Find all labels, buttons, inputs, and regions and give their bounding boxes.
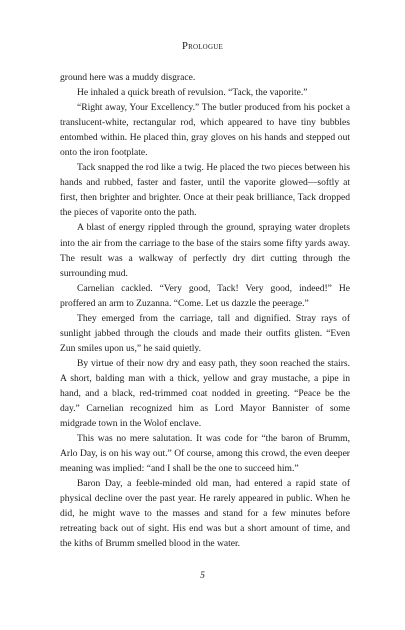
paragraph: ground here was a muddy disgrace.: [60, 72, 196, 83]
paragraph: He inhaled a quick breath of revulsion. “Tack, the vaporite.”: [77, 87, 308, 99]
paragraph: Carnelian cackled. “Very good, Tack! Very good, indeed!” He proffered an arm to Zuzanna. “Come. Let us dazzle the peerage.”: [60, 282, 350, 309]
paragraph: By virtue of their now dry and easy path, they soon reached the stairs. A short, balding man with a thick, yellow and gray mustache, a pipe in hand, and a black, red-trimmed coat nodded in greeting. “Peace be the day.” Carnelian recognized him as Lord Mayor Bannister of some midgrade town in the Wolof enclave.: [60, 357, 350, 430]
body-text: [60, 70, 350, 552]
paragraph: “Right away, Your Excellency.” The butler produced from his pocket a translucent-white, rectangular rod, which appeared to have tiny bubbles entombed within. He placed thin, gray gloves on his hands and stepped out onto the iron footplate.: [60, 102, 350, 159]
paragraph: A blast of energy rippled through the ground, spraying water droplets into the air from the carriage to the base of the stairs some fifty yards away. The result was a walkway of perfectly dry dirt cutting through the surrounding mud.: [60, 222, 350, 279]
running-head: Prologue: [182, 41, 223, 52]
paragraph: Tack snapped the rod like a twig. He placed the two pieces between his hands and rubbed, faster and faster, until the vaporite glowed—softly at first, then brighter and brighter. Once at their peak brilliance, Tack dropped the pieces of vaporite onto the path.: [60, 162, 350, 219]
paragraph: Baron Day, a feeble-minded old man, had entered a rapid state of physical decline over the past year. He rarely appeared in public. When he did, he might wave to the masses and stand for a few minutes before retreating back out of sight. His end was but a short amount of time, and the kiths of Brumm smelled blood in the water.: [60, 478, 350, 550]
page-number: 5: [200, 571, 205, 581]
paragraph: They emerged from the carriage, tall and dignified. Stray rays of sunlight jabbed through the clouds and made their outfits glisten. “Even Zun smiles upon us,” he said quietly.: [60, 312, 350, 354]
paragraph: This was no mere salutation. It was code for “the baron of Brumm, Arlo Day, is on his way out.” Of course, among this crowd, the even deeper meaning was implied: “and I shall be the one to succeed him.”: [60, 433, 350, 475]
